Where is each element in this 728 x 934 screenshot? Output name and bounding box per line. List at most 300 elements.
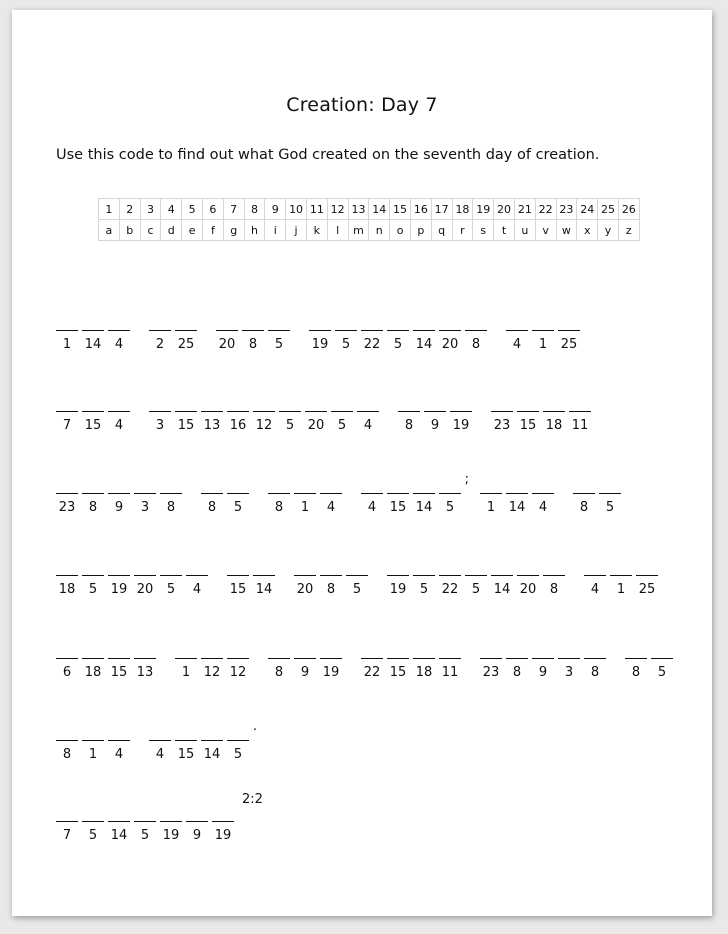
letter-slot [346, 553, 368, 597]
letter-slot [599, 471, 621, 515]
answer-blank[interactable] [506, 308, 528, 331]
letter-slot [82, 799, 104, 843]
letter-slot [134, 553, 156, 597]
letter-slot [651, 636, 673, 680]
answer-blank[interactable] [149, 389, 171, 412]
code-number: 4 [363, 418, 373, 433]
key-letter-cell: n [369, 220, 390, 241]
code-number: 5 [285, 418, 295, 433]
answer-blank[interactable] [201, 718, 223, 741]
answer-blank[interactable] [175, 389, 197, 412]
letter-slot [201, 636, 223, 680]
code-number: 19 [214, 828, 232, 843]
letter-slot [413, 471, 435, 515]
key-letter-cell: k [306, 220, 327, 241]
answer-blank[interactable] [517, 389, 539, 412]
key-number-cell: 9 [265, 199, 286, 220]
code-number: 1 [300, 500, 310, 515]
answer-blank[interactable] [305, 389, 327, 412]
answer-blank[interactable] [82, 471, 104, 494]
letter-slot [149, 308, 171, 352]
code-number: 7 [62, 418, 72, 433]
answer-blank[interactable] [134, 799, 156, 822]
key-letter-cell: m [348, 220, 369, 241]
key-letter-cell: j [286, 220, 307, 241]
code-number: 12 [255, 418, 273, 433]
answer-blank[interactable] [480, 471, 502, 494]
code-number: 5 [233, 500, 243, 515]
letter-slot [413, 553, 435, 597]
code-number: 5 [341, 337, 351, 352]
answer-blank[interactable] [279, 389, 301, 412]
letter-slot [361, 471, 383, 515]
key-number-cell: 12 [327, 199, 348, 220]
code-number: 8 [590, 665, 600, 680]
letter-slot [413, 636, 435, 680]
answer-blank[interactable] [480, 636, 502, 659]
code-number: 5 [233, 747, 243, 762]
answer-blank[interactable] [413, 636, 435, 659]
letter-slot [279, 389, 301, 433]
answer-blank[interactable] [160, 553, 182, 576]
answer-blank[interactable] [242, 308, 264, 331]
answer-blank[interactable] [465, 308, 487, 331]
answer-blank[interactable] [424, 389, 446, 412]
letter-slot [201, 471, 223, 515]
code-number: 4 [114, 747, 124, 762]
letter-slot [309, 308, 331, 352]
puzzle-word [480, 471, 554, 515]
code-number: 4 [590, 582, 600, 597]
answer-blank[interactable] [268, 308, 290, 331]
key-letter-cell: l [327, 220, 348, 241]
answer-blank[interactable] [361, 471, 383, 494]
key-letter-cell: e [182, 220, 203, 241]
answer-blank[interactable] [439, 308, 461, 331]
answer-blank[interactable] [398, 389, 420, 412]
code-number: 20 [296, 582, 314, 597]
code-number: 8 [248, 337, 258, 352]
code-number: 14 [203, 747, 221, 762]
answer-blank[interactable] [465, 553, 487, 576]
code-number: 18 [415, 665, 433, 680]
key-letter-cell: g [223, 220, 244, 241]
answer-blank[interactable] [506, 471, 528, 494]
answer-blank[interactable] [212, 799, 234, 822]
answer-blank[interactable] [439, 471, 469, 494]
answer-blank[interactable] [82, 389, 104, 412]
key-number-cell: 5 [182, 199, 203, 220]
answer-blank[interactable] [108, 718, 130, 741]
answer-blank[interactable] [186, 799, 208, 822]
letter-slot [465, 308, 487, 352]
answer-blank[interactable] [387, 553, 409, 576]
answer-blank[interactable] [625, 636, 647, 659]
answer-blank[interactable] [82, 553, 104, 576]
key-number-cell: 7 [223, 199, 244, 220]
letter-slot [82, 471, 104, 515]
letter-slot [82, 308, 104, 352]
answer-blank[interactable] [320, 471, 342, 494]
answer-blank[interactable] [413, 471, 435, 494]
letter-slot [227, 389, 249, 433]
answer-blank[interactable] [346, 553, 368, 576]
puzzle-word [573, 471, 621, 515]
letter-slot [320, 553, 342, 597]
answer-blank[interactable] [387, 471, 409, 494]
answer-blank[interactable] [175, 718, 197, 741]
letter-slot [361, 636, 383, 680]
answer-blank[interactable] [56, 389, 78, 412]
answer-blank[interactable] [253, 389, 275, 412]
code-number: 11 [571, 418, 589, 433]
key-letter-cell: a [99, 220, 120, 241]
code-number: 15 [110, 665, 128, 680]
answer-blank[interactable] [175, 308, 197, 331]
key-number-cell: 3 [140, 199, 161, 220]
letter-slot [108, 389, 130, 433]
code-number: 8 [512, 665, 522, 680]
code-number: 25 [560, 337, 578, 352]
verse-reference: 2:2 [242, 792, 263, 807]
answer-blank[interactable] [636, 553, 658, 576]
code-number: 8 [166, 500, 176, 515]
answer-blank[interactable] [186, 553, 208, 576]
letter-slot [532, 471, 554, 515]
answer-blank[interactable] [294, 636, 316, 659]
puzzle-word [56, 389, 130, 433]
answer-blank[interactable] [491, 553, 513, 576]
answer-blank[interactable] [532, 471, 554, 494]
code-number: 5 [88, 582, 98, 597]
key-number-cell: 22 [535, 199, 556, 220]
code-number: 13 [203, 418, 221, 433]
answer-blank[interactable] [320, 553, 342, 576]
answer-blank[interactable] [558, 636, 580, 659]
key-number-cell: 26 [618, 199, 639, 220]
letter-slot [56, 718, 78, 762]
puzzle-word [361, 636, 461, 680]
answer-blank[interactable] [56, 553, 78, 576]
letter-slot [108, 718, 130, 762]
answer-blank[interactable] [387, 636, 409, 659]
key-number-cell: 16 [410, 199, 431, 220]
code-number: 22 [363, 665, 381, 680]
key-letter-cell: i [265, 220, 286, 241]
answer-blank[interactable] [82, 718, 104, 741]
answer-blank[interactable] [149, 718, 171, 741]
key-number-cell: 11 [306, 199, 327, 220]
code-number: 14 [84, 337, 102, 352]
code-number: 15 [229, 582, 247, 597]
code-number: 13 [136, 665, 154, 680]
letter-slot [212, 799, 234, 843]
key-letter-cell: o [390, 220, 411, 241]
code-number: 4 [155, 747, 165, 762]
answer-blank[interactable] [573, 471, 595, 494]
puzzle-word [56, 471, 182, 515]
letter-slot [134, 471, 156, 515]
answer-blank[interactable] [201, 636, 223, 659]
letter-slot [227, 471, 249, 515]
code-number: 5 [352, 582, 362, 597]
answer-blank[interactable] [651, 636, 673, 659]
answer-blank[interactable] [56, 718, 78, 741]
key-letter-cell: d [161, 220, 182, 241]
code-number: 14 [110, 828, 128, 843]
code-number: 15 [84, 418, 102, 433]
answer-blank[interactable] [413, 308, 435, 331]
letter-slot [543, 553, 565, 597]
puzzle-word [491, 389, 591, 433]
letter-slot [134, 799, 156, 843]
letter-slot [253, 389, 275, 433]
answer-blank[interactable] [56, 636, 78, 659]
answer-blank[interactable] [134, 636, 156, 659]
code-number: 20 [441, 337, 459, 352]
puzzle-word [361, 471, 469, 515]
letter-slot [506, 636, 528, 680]
letter-slot [82, 718, 104, 762]
puzzle-word [268, 636, 342, 680]
code-number: 9 [538, 665, 548, 680]
answer-blank[interactable] [532, 308, 554, 331]
key-letter-cell: p [410, 220, 431, 241]
answer-blank[interactable] [268, 471, 290, 494]
letter-slot [82, 553, 104, 597]
answer-blank[interactable] [439, 553, 461, 576]
code-number: 7 [62, 828, 72, 843]
key-letter-cell: c [140, 220, 161, 241]
answer-blank[interactable] [357, 389, 379, 412]
puzzle-word [56, 799, 234, 843]
answer-blank[interactable] [450, 389, 472, 412]
letter-slot [56, 308, 78, 352]
answer-blank[interactable] [134, 471, 156, 494]
letter-slot [387, 471, 409, 515]
answer-blank[interactable] [134, 553, 156, 576]
answer-blank[interactable] [160, 471, 182, 494]
answer-blank[interactable] [517, 553, 539, 576]
letter-slot [636, 553, 658, 597]
code-number: 15 [177, 747, 195, 762]
letter-slot [517, 553, 539, 597]
letter-slot [491, 389, 513, 433]
answer-blank[interactable] [175, 636, 197, 659]
answer-blank[interactable] [361, 308, 383, 331]
letter-slot [584, 636, 606, 680]
answer-blank[interactable] [335, 308, 357, 331]
answer-blank[interactable] [599, 471, 621, 494]
letter-slot [268, 636, 290, 680]
code-number: 4 [114, 337, 124, 352]
puzzle-word [149, 718, 257, 762]
answer-blank[interactable] [108, 553, 130, 576]
worksheet-page [12, 10, 712, 916]
letter-slot [610, 553, 632, 597]
answer-blank[interactable] [160, 799, 182, 822]
answer-blank[interactable] [108, 471, 130, 494]
answer-blank[interactable] [108, 636, 130, 659]
letter-slot [398, 389, 420, 433]
code-number: 5 [471, 582, 481, 597]
key-letter-cell: y [598, 220, 619, 241]
answer-blank[interactable] [56, 471, 78, 494]
code-number: 8 [88, 500, 98, 515]
puzzle-line [56, 718, 257, 762]
answer-blank[interactable] [584, 553, 606, 576]
answer-blank[interactable] [227, 553, 249, 576]
answer-blank[interactable] [506, 636, 528, 659]
puzzle-word [56, 718, 130, 762]
code-number: 20 [307, 418, 325, 433]
letter-slot [506, 308, 528, 352]
code-number: 19 [389, 582, 407, 597]
letter-slot [175, 718, 197, 762]
code-number: 15 [519, 418, 537, 433]
letter-slot [305, 389, 327, 433]
letter-slot [439, 553, 461, 597]
letter-slot [517, 389, 539, 433]
letter-slot [160, 553, 182, 597]
code-number: 19 [311, 337, 329, 352]
answer-blank[interactable] [331, 389, 353, 412]
letter-slot [108, 308, 130, 352]
key-letter-cell: t [494, 220, 515, 241]
code-number: 20 [519, 582, 537, 597]
code-number: 25 [177, 337, 195, 352]
answer-blank[interactable] [610, 553, 632, 576]
letter-slot [56, 471, 78, 515]
letter-slot [56, 553, 78, 597]
code-number: 8 [274, 665, 284, 680]
code-number: 3 [140, 500, 150, 515]
key-number-cell: 23 [556, 199, 577, 220]
code-number: 4 [538, 500, 548, 515]
letter-slot [532, 308, 554, 352]
key-letter-cell: h [244, 220, 265, 241]
puzzle-word [56, 553, 208, 597]
letter-slot [160, 799, 182, 843]
code-number: 6 [62, 665, 72, 680]
answer-blank[interactable] [439, 636, 461, 659]
answer-blank[interactable] [227, 471, 249, 494]
answer-blank[interactable] [532, 636, 554, 659]
code-key-table [98, 198, 640, 241]
key-letter-row [99, 220, 640, 241]
code-number: 18 [58, 582, 76, 597]
letter-slot [294, 471, 316, 515]
key-number-cell: 10 [286, 199, 307, 220]
answer-blank[interactable] [227, 389, 249, 412]
letter-slot [175, 636, 197, 680]
answer-blank[interactable] [268, 636, 290, 659]
letter-slot [506, 471, 528, 515]
answer-blank[interactable] [201, 389, 223, 412]
answer-blank[interactable] [253, 553, 275, 576]
answer-blank[interactable] [56, 799, 78, 822]
key-letter-cell: f [202, 220, 223, 241]
answer-blank[interactable] [320, 636, 342, 659]
code-number: 23 [58, 500, 76, 515]
code-number: 5 [274, 337, 284, 352]
code-number: 25 [638, 582, 656, 597]
letter-slot [491, 553, 513, 597]
answer-blank[interactable] [216, 308, 238, 331]
answer-blank[interactable] [387, 308, 409, 331]
letter-slot [175, 308, 197, 352]
key-letter-cell: x [577, 220, 598, 241]
puzzle-word [398, 389, 472, 433]
answer-blank[interactable] [108, 389, 130, 412]
answer-blank[interactable] [558, 308, 580, 331]
puzzle-word [201, 471, 249, 515]
code-number: 5 [88, 828, 98, 843]
answer-blank[interactable] [82, 636, 104, 659]
answer-blank[interactable] [201, 471, 223, 494]
puzzle-line [56, 389, 591, 433]
answer-blank[interactable] [82, 799, 104, 822]
code-number: 8 [404, 418, 414, 433]
letter-slot [149, 389, 171, 433]
answer-blank[interactable] [413, 553, 435, 576]
answer-blank[interactable] [309, 308, 331, 331]
answer-blank[interactable] [569, 389, 591, 412]
answer-blank[interactable] [108, 308, 130, 331]
puzzle-word [480, 636, 606, 680]
answer-blank[interactable] [294, 553, 316, 576]
code-number: 1 [616, 582, 626, 597]
answer-blank[interactable] [56, 308, 78, 331]
key-number-cell: 6 [202, 199, 223, 220]
answer-blank[interactable] [227, 636, 249, 659]
letter-slot [216, 308, 238, 352]
answer-blank[interactable] [543, 553, 565, 576]
answer-blank[interactable] [294, 471, 316, 494]
code-number: 23 [482, 665, 500, 680]
code-number: 14 [508, 500, 526, 515]
letter-slot [361, 308, 383, 352]
punctuation-mark: ; [464, 472, 469, 487]
puzzle-word [387, 553, 565, 597]
key-letter-cell: w [556, 220, 577, 241]
code-number: 5 [393, 337, 403, 352]
answer-blank[interactable] [584, 636, 606, 659]
puzzle-line [56, 308, 580, 352]
letter-slot [108, 471, 130, 515]
answer-blank[interactable] [149, 308, 171, 331]
answer-blank[interactable] [543, 389, 565, 412]
answer-blank[interactable] [227, 718, 257, 741]
answer-blank[interactable] [108, 799, 130, 822]
key-letter-cell: q [431, 220, 452, 241]
puzzle-word [149, 389, 379, 433]
code-number: 14 [255, 582, 273, 597]
punctuation-mark: . [252, 719, 257, 734]
answer-blank[interactable] [491, 389, 513, 412]
key-number-row [99, 199, 640, 220]
answer-blank[interactable] [361, 636, 383, 659]
code-number: 14 [415, 500, 433, 515]
key-number-cell: 21 [514, 199, 535, 220]
code-number: 9 [300, 665, 310, 680]
puzzle-word [506, 308, 580, 352]
code-number: 23 [493, 418, 511, 433]
answer-blank[interactable] [82, 308, 104, 331]
letter-slot [294, 553, 316, 597]
key-number-cell: 8 [244, 199, 265, 220]
code-number: 5 [140, 828, 150, 843]
